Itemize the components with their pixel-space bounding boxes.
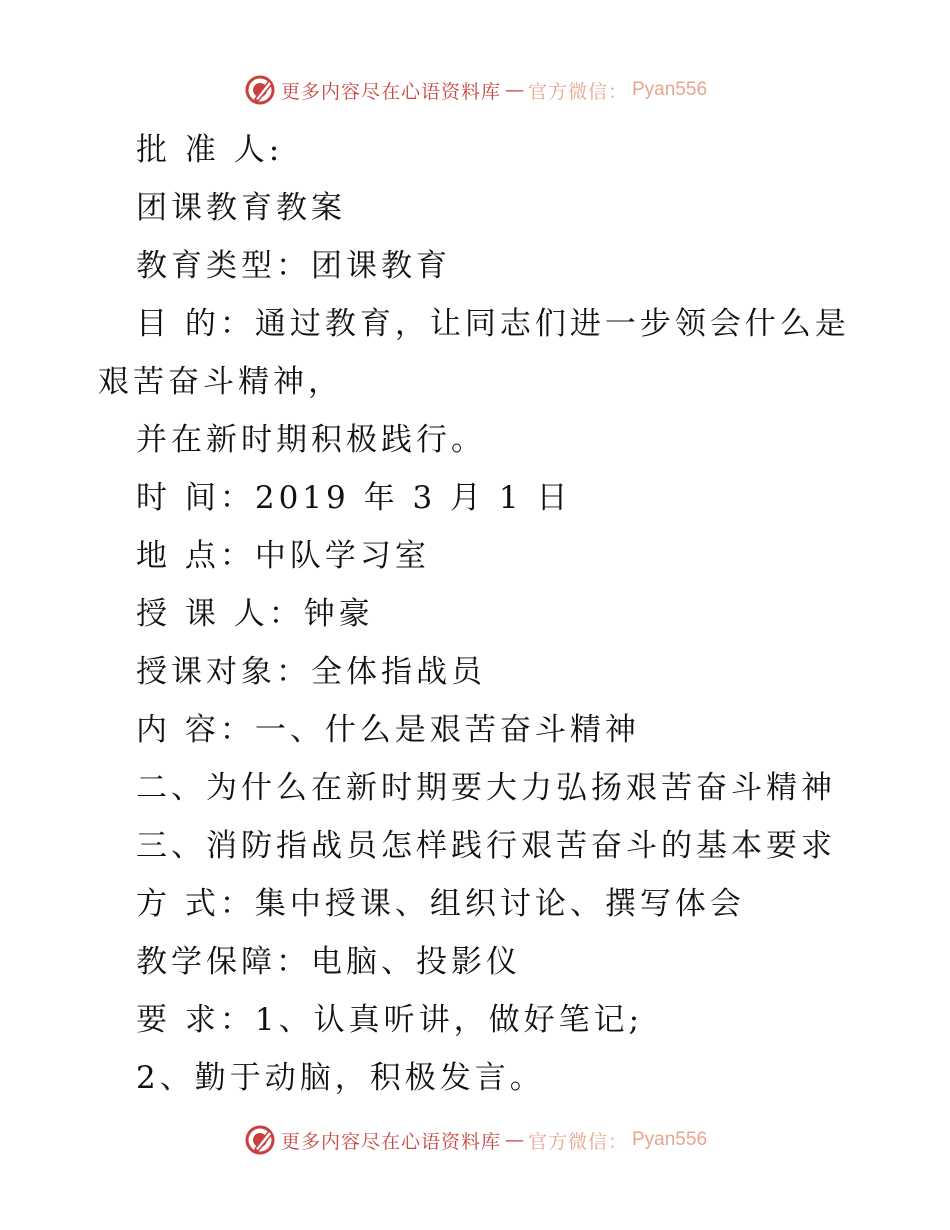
education-type-line: 教育类型：团课教育 (136, 248, 451, 284)
watermark-text: 更多内容尽在心语资料库 (280, 1130, 501, 1153)
time-line: 时 间：2019 年 3 月 1 日 (136, 480, 572, 516)
lecturer-line: 授 课 人：钟豪 (136, 596, 374, 632)
watermark-official-label: 官方微信： (527, 80, 628, 103)
purpose-end-line: 并在新时期积极践行。 (136, 422, 486, 458)
approver-line: 批 准 人: (136, 132, 284, 168)
pen-circle-logo-icon (243, 1123, 277, 1157)
purpose-continuation-line: 艰苦奋斗精神， (98, 364, 343, 400)
content-line-1: 内 容：一、什么是艰苦奋斗精神 (136, 712, 640, 748)
watermark-text: 更多内容尽在心语资料库 (280, 80, 501, 103)
header-watermark (0, 70, 950, 110)
watermark-separator: — (504, 79, 524, 101)
content-line-2: 二、为什么在新时期要大力弘扬艰苦奋斗精神 (136, 770, 836, 806)
requirements-line-2: 2、勤于动脑，积极发言。 (136, 1060, 545, 1096)
document-title: 团课教育教案 (136, 190, 346, 226)
content-line-3: 三、消防指战员怎样践行艰苦奋斗的基本要求 (136, 828, 836, 864)
location-line: 地 点：中队学习室 (136, 538, 430, 574)
document-body (0, 121, 950, 1107)
footer-watermark (0, 1120, 950, 1160)
teaching-support-line: 教学保障：电脑、投影仪 (136, 944, 521, 980)
requirements-line-1: 要 求：1、认真听讲，做好笔记; (136, 1002, 644, 1038)
purpose-line: 目 的：通过教育，让同志们进一步领会什么是 (136, 306, 850, 342)
pen-circle-logo-icon (243, 73, 277, 107)
method-line: 方 式：集中授课、组织讨论、撰写体会 (136, 886, 745, 922)
watermark-official-label: 官方微信： (527, 1130, 628, 1153)
audience-line: 授课对象：全体指战员 (136, 654, 486, 690)
watermark-wechat-id: Pyan556 (632, 79, 708, 100)
watermark-separator: — (504, 1129, 524, 1151)
watermark-wechat-id: Pyan556 (632, 1129, 708, 1150)
